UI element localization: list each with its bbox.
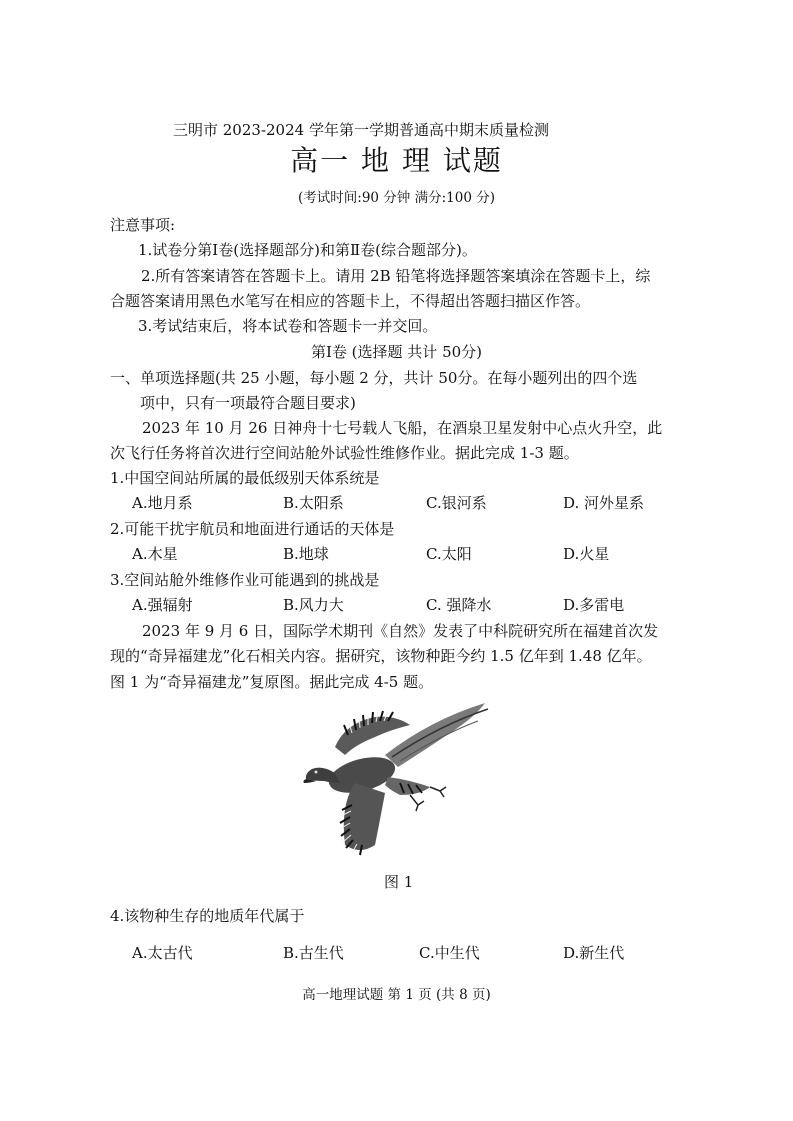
note-item-2: 2.所有答案请答在答题卡上。请用 2B 铅笔将选择题答案填涂在答题卡上，综 [141, 267, 651, 285]
note-item-3: 3.考试结束后，将本试卷和答题卡一并交回。 [138, 317, 438, 335]
question-4-stem: 4.该物种生存的地质年代属于 [110, 907, 305, 925]
section-instruction: 一、单项选择题(共 25 小题，每小题 2 分，共计 50分。在每小题列出的四个选 [110, 369, 638, 387]
page-title: 高一 地 理 试题 [290, 144, 503, 177]
passage-2-line-3: 图 1 为“奇异福建龙”复原图。据此完成 4-5 题。 [110, 673, 434, 691]
question-1-option-b: B.太阳系 [283, 494, 344, 512]
exam-meta: (考试时间:90 分钟 满分:100 分) [298, 190, 495, 206]
dinosaur-illustration [300, 695, 495, 865]
question-1-option-c: C.银河系 [426, 494, 487, 512]
passage-1-line-1: 2023 年 10 月 26 日神舟十七号载人飞船，在酒泉卫星发射中心点火升空，此 [142, 419, 663, 437]
question-4-option-c: C.中生代 [419, 944, 480, 962]
question-3-option-d: D.多雷电 [563, 596, 625, 614]
question-4-option-a: A.太古代 [132, 944, 193, 962]
page-footer: 高一地理试题 第 1 页 (共 8 页) [302, 987, 491, 1003]
passage-2-line-1: 2023 年 9 月 6 日，国际学术期刊《自然》发表了中科院研究所在福建首次发 [142, 622, 659, 640]
question-2-option-d: D.火星 [563, 545, 610, 563]
question-1-option-a: A.地月系 [132, 494, 193, 512]
question-1-option-d: D. 河外星系 [563, 494, 645, 512]
note-item-1: 1.试卷分第Ⅰ卷(选择题部分)和第Ⅱ卷(综合题部分)。 [138, 241, 477, 259]
question-3-option-a: A.强辐射 [132, 596, 193, 614]
figure-caption: 图 1 [384, 873, 414, 891]
section-instruction-cont: 项中，只有一项最符合题目要求) [140, 394, 356, 412]
question-3-option-c: C. 强降水 [426, 596, 492, 614]
note-item-2-cont: 合题答案请用黑色水笔写在相应的答题卡上，不得超出答题扫描区作答。 [110, 292, 591, 310]
question-4-option-d: D.新生代 [563, 944, 625, 962]
question-2-stem: 2.可能干扰宇航员和地面进行通话的天体是 [110, 520, 395, 538]
question-3-option-b: B.风力大 [283, 596, 344, 614]
notes-heading: 注意事项: [110, 216, 176, 234]
question-2-option-a: A.木星 [132, 545, 178, 563]
question-2-option-b: B.地球 [283, 545, 329, 563]
question-4-option-b: B.古生代 [283, 944, 344, 962]
section-title: 第Ⅰ卷 (选择题 共计 50分) [310, 343, 483, 361]
passage-2-line-2: 现的“奇异福建龙”化石相关内容。据研究，该物种距今约 1.5 亿年到 1.48 亿年。 [110, 647, 652, 665]
question-3-stem: 3.空间站舱外维修作业可能遇到的挑战是 [110, 571, 380, 589]
question-1-stem: 1.中国空间站所属的最低级别天体系统是 [110, 469, 380, 487]
question-2-option-c: C.太阳 [426, 545, 472, 563]
exam-name: 三明市 2023-2024 学年第一学期普通高中期末质量检测 [173, 121, 549, 139]
passage-1-line-2: 次飞行任务将首次进行空间站舱外试验性维修作业。据此完成 1-3 题。 [110, 444, 579, 462]
